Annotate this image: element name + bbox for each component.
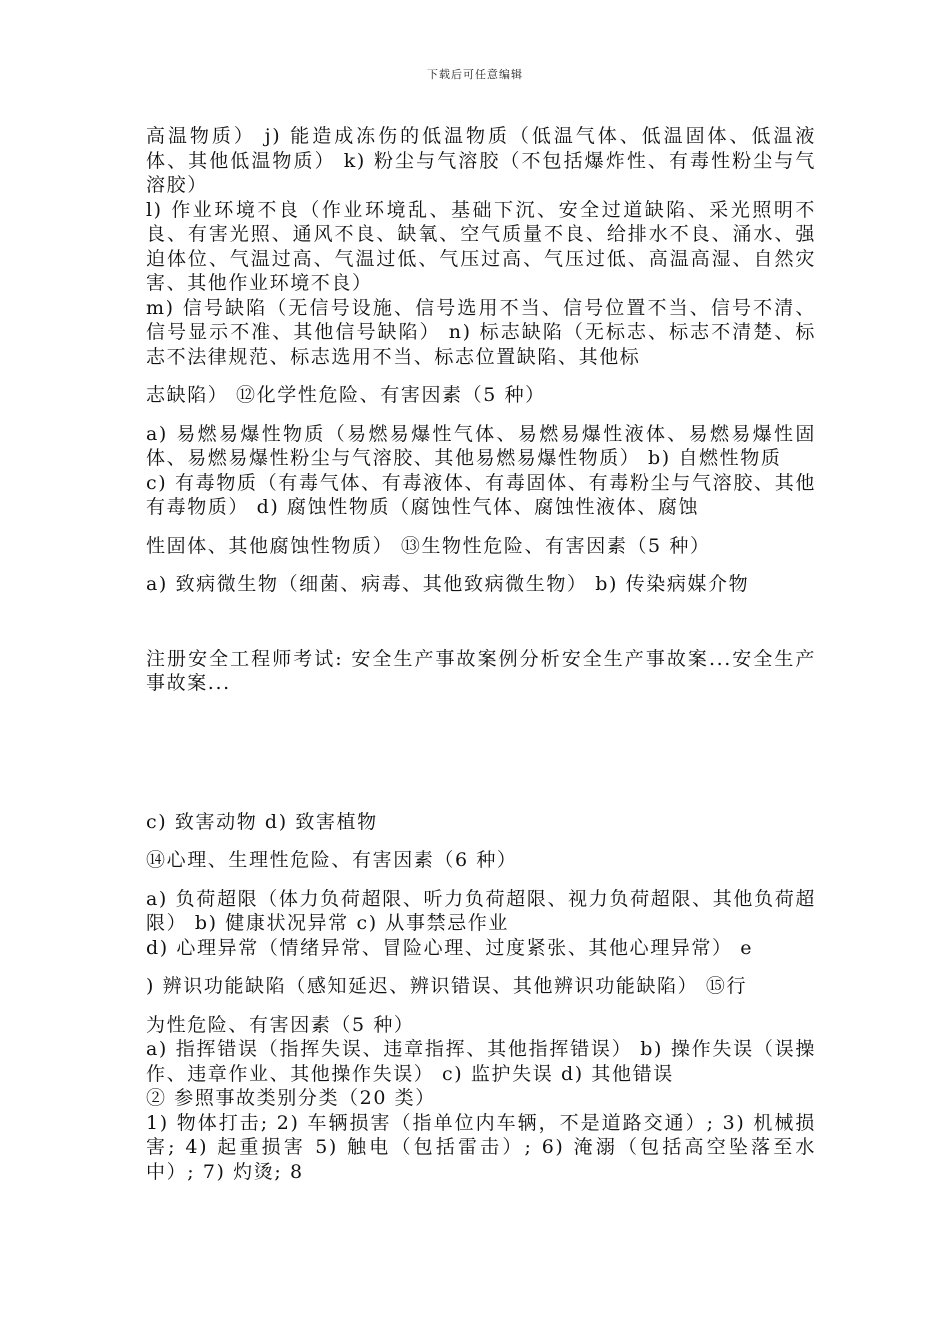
paragraph-psych-abnormal: d) 心理异常（情绪异常、冒险心理、过度紧张、其他心理异常） e — [146, 936, 754, 959]
paragraph-work-environment: l) 作业环境不良（作业环境乱、基础下沉、安全过道缺陷、采光照明不良、有害光照、通风不良、缺氧、空气质量不良、给排水不良、涌水、强迫体位、气温过高、气温过低、气压过高、气压过低、高温高湿、自然灾害、其他作业环境不良） — [146, 198, 816, 294]
paragraph-command-errors: a) 指挥错误（指挥失误、违章指挥、其他指挥错误） b) 操作失误（误操作、违章作业、其他操作失误） c) 监护失误 d) 其他错误 — [146, 1038, 816, 1085]
paragraph-accident-list: 1) 物体打击; 2) 车辆损害（指单位内车辆，不是道路交通）; 3) 机械损害; 4) 起重损害 5) 触电（包括雷击）; 6) 淹溺（包括高空坠落至水中）; 7) 灼烫; 8 — [146, 1111, 816, 1183]
paragraph-animals-plants: c) 致害动物 d) 致害植物 — [146, 810, 378, 833]
document-body — [146, 124, 816, 1184]
paragraph-recognition: ) 辨识功能缺陷（感知延迟、辨识错误、其他辨识功能缺陷） ⑮行 — [146, 975, 748, 997]
paragraph-load-limits: a) 负荷超限（体力负荷超限、听力负荷超限、视力负荷超限、其他负荷超限） b) 健康状况异常 c) 从事禁忌作业 — [146, 887, 816, 934]
paragraph-high-temp: 高温物质） j) 能造成冻伤的低温物质（低温气体、低温固体、低温液体、其他低温物质） k) 粉尘与气溶胶（不包括爆炸性、有毒性粉尘与气溶胶） — [146, 125, 816, 196]
paragraph-accident-categories: ② 参照事故类别分类（20 类） — [146, 1087, 436, 1109]
paragraph-toxic: c) 有毒物质（有毒气体、有毒液体、有毒固体、有毒粉尘与气溶胶、其他有毒物质） d) 腐蚀性物质（腐蚀性气体、腐蚀性液体、腐蚀 — [146, 471, 816, 518]
paragraph-behavioral-hazards: 为性危险、有害因素（5 种） — [146, 1013, 415, 1036]
paragraph-signal-defects: m) 信号缺陷（无信号设施、信号选用不当、信号位置不当、信号不清、信号显示不准、其他信号缺陷） n) 标志缺陷（无标志、标志不清楚、标志不法律规范、标志选用不当、标志位置缺陷、其他标 — [146, 296, 816, 368]
paragraph-exam-note: 注册安全工程师考试: 安全生产事故案例分析安全生产事故案...安全生产事故案... — [146, 647, 816, 694]
paragraph-flammable: a) 易燃易爆性物质（易燃易爆性气体、易燃易爆性液体、易燃易爆性固体、易燃易爆性粉尘与气溶胶、其他易燃易爆性物质） b) 自燃性物质 — [146, 422, 816, 469]
paragraph-biological-hazards: 性固体、其他腐蚀性物质） ⑬生物性危险、有害因素（5 种） — [146, 534, 711, 557]
page-header: 下载后可任意编辑 — [427, 68, 523, 81]
paragraph-chemical-hazards: 志缺陷） ⑫化学性危险、有害因素（5 种） — [146, 384, 546, 406]
paragraph-pathogens: a) 致病微生物（细菌、病毒、其他致病微生物） b) 传染病媒介物 — [146, 573, 750, 595]
paragraph-psych-hazards: ⑭心理、生理性危险、有害因素（6 种） — [146, 849, 518, 871]
